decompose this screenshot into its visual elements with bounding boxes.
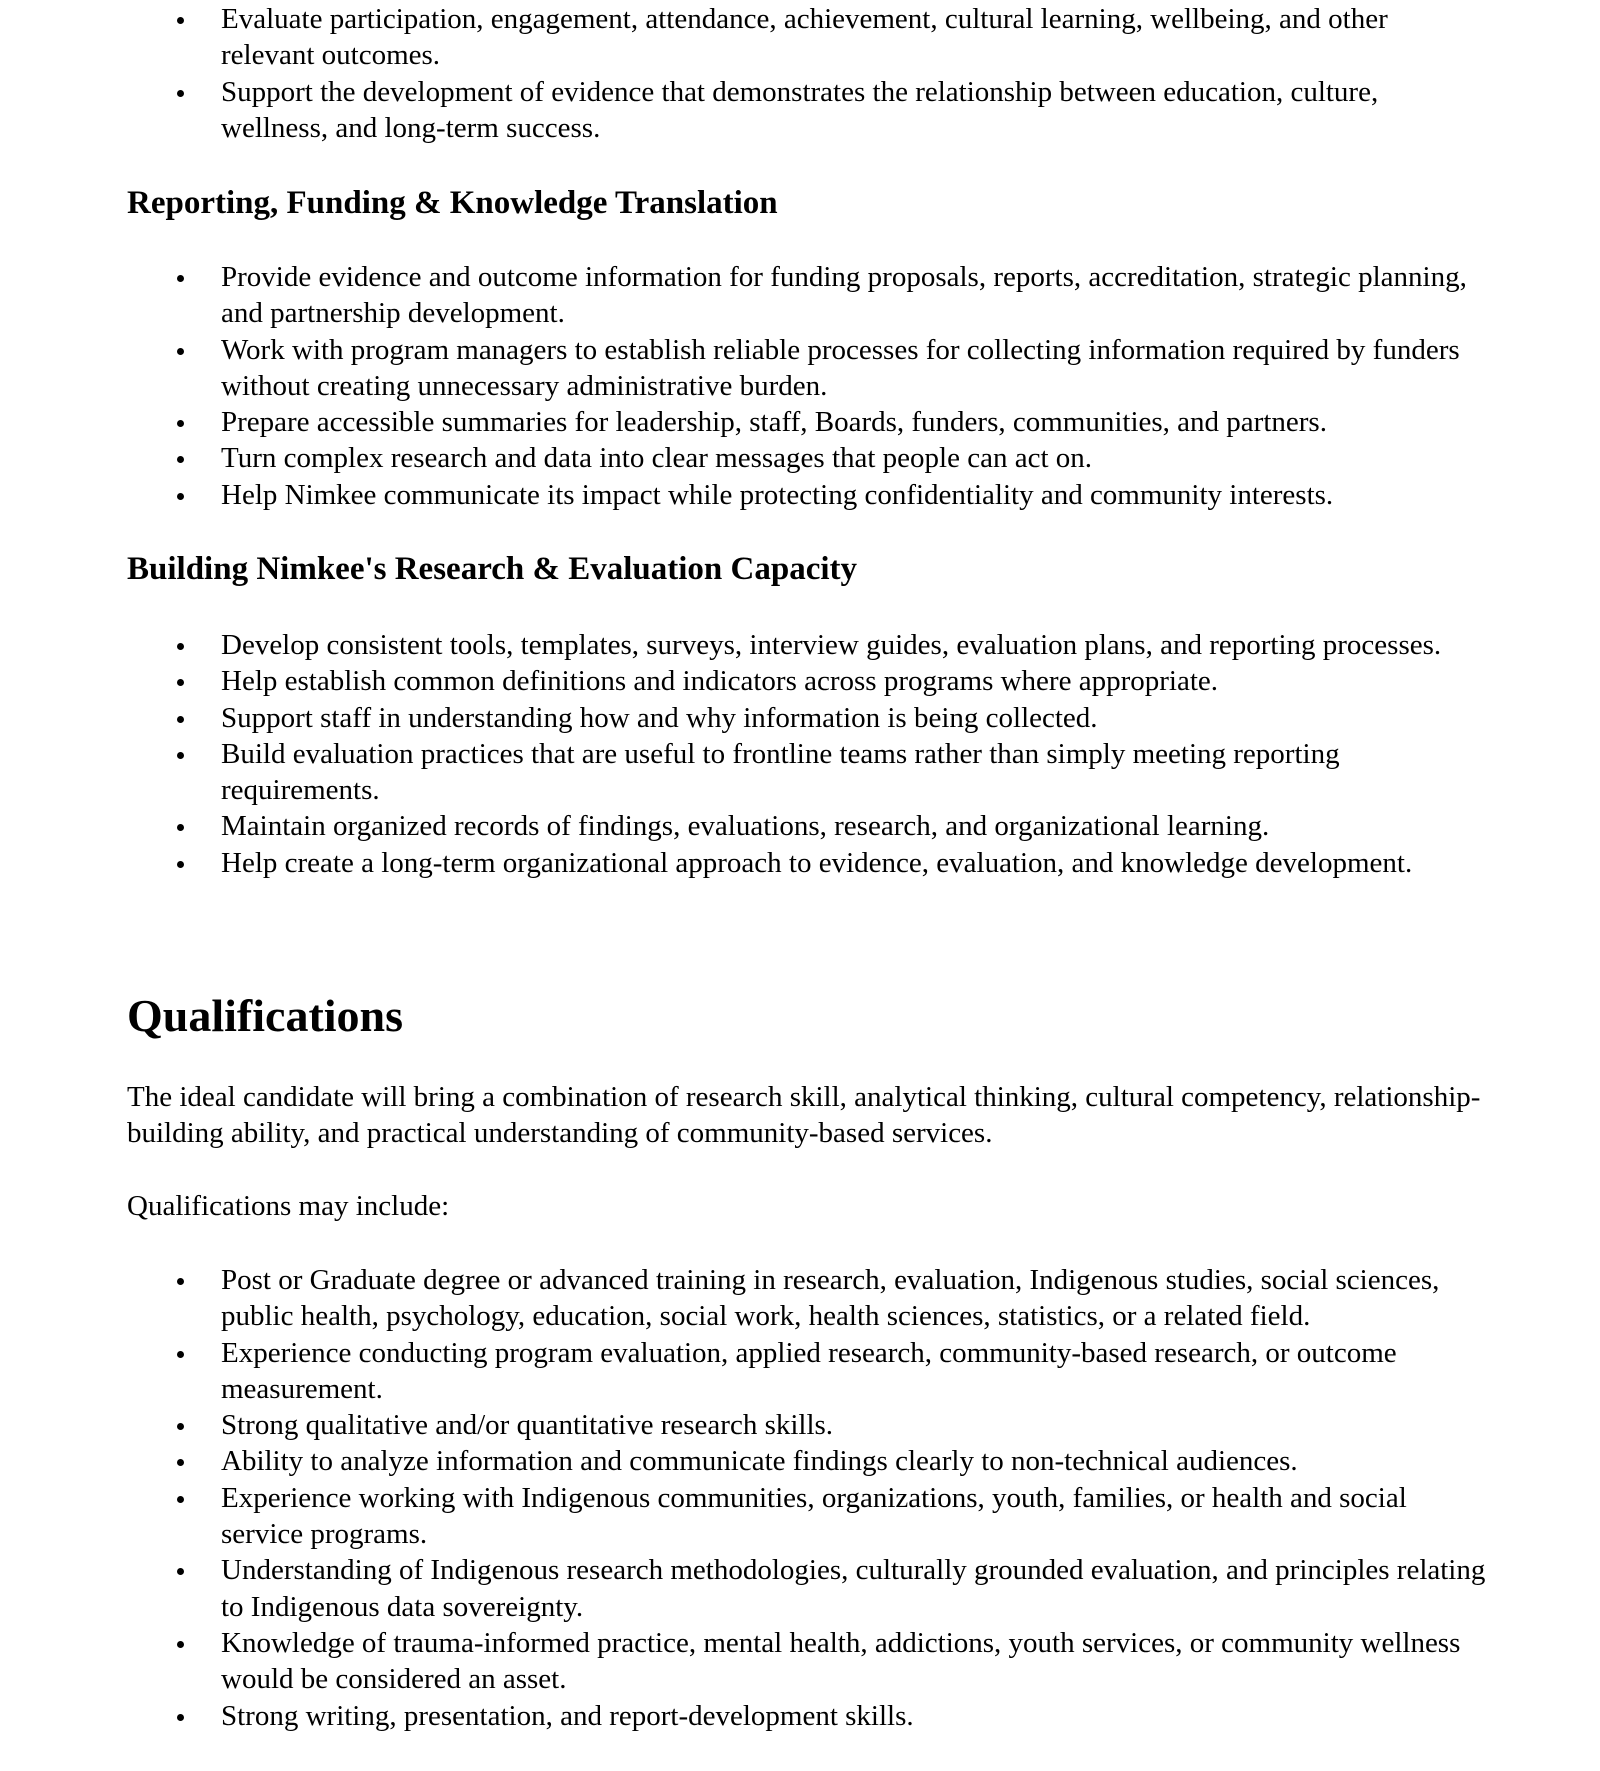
list-item: Experience conducting program evaluation, applied research, community-based research, or outcome measurement. — [127, 1335, 1487, 1408]
list-item: Knowledge of trauma-informed practice, mental health, addictions, youth services, or community wellness would be considered an asset. — [127, 1625, 1487, 1698]
list-item: Develop consistent tools, templates, surveys, interview guides, evaluation plans, and reporting processes. — [127, 627, 1487, 663]
list-item: Understanding of Indigenous research methodologies, culturally grounded evaluation, and principles relating to Indigenous data sovereignty. — [127, 1552, 1487, 1625]
list-item: Work with program managers to establish reliable processes for collecting information required by funders without creating unnecessary administrative burden. — [127, 332, 1487, 405]
list-item: Ability to analyze information and communicate findings clearly to non-technical audiences. — [127, 1443, 1487, 1479]
reporting-heading: Reporting, Funding & Knowledge Translation — [127, 185, 778, 221]
qualifications-intro: The ideal candidate will bring a combination of research skill, analytical thinking, cultural competency, relationship-building ability, and practical understanding of community-based services. — [127, 1081, 1481, 1150]
list-item: Strong writing, presentation, and report-development skills. — [127, 1698, 1487, 1734]
list-item: Maintain organized records of findings, evaluations, research, and organizational learning. — [127, 808, 1487, 844]
list-item: Prepare accessible summaries for leadership, staff, Boards, funders, communities, and partners. — [127, 404, 1487, 440]
list-item: Provide evidence and outcome information for funding proposals, reports, accreditation, strategic planning, and partnership development. — [127, 259, 1487, 332]
qualifications-heading: Qualifications — [127, 990, 404, 1041]
list-item: Help establish common definitions and indicators across programs where appropriate. — [127, 663, 1487, 699]
list-item: Post or Graduate degree or advanced training in research, evaluation, Indigenous studies, social sciences, public health, psychology, education, social work, health sciences, statistics, or a related field. — [127, 1262, 1487, 1335]
list-item: Help create a long-term organizational approach to evidence, evaluation, and knowledge development. — [127, 845, 1487, 881]
list-item: Support staff in understanding how and why information is being collected. — [127, 700, 1487, 736]
qualifications-lead: Qualifications may include: — [127, 1190, 450, 1222]
list-item: Strong qualitative and/or quantitative research skills. — [127, 1407, 1487, 1443]
list-item: Turn complex research and data into clear messages that people can act on. — [127, 440, 1487, 476]
list-item: Build evaluation practices that are useful to frontline teams rather than simply meeting reporting requirements. — [127, 736, 1487, 809]
capacity-heading: Building Nimkee's Research & Evaluation Capacity — [127, 551, 858, 587]
qualifications-list — [127, 1262, 1487, 1734]
outcomes-list — [127, 1, 1487, 146]
reporting-list — [127, 259, 1487, 513]
list-item: Experience working with Indigenous communities, organizations, youth, families, or health and social service programs. — [127, 1480, 1487, 1553]
capacity-list — [127, 627, 1487, 881]
list-item: Support the development of evidence that demonstrates the relationship between education, culture, wellness, and long-term success. — [127, 74, 1487, 147]
list-item: Help Nimkee communicate its impact while protecting confidentiality and community interests. — [127, 477, 1487, 513]
list-item: Evaluate participation, engagement, attendance, achievement, cultural learning, wellbeing, and other relevant outcomes. — [127, 1, 1487, 74]
